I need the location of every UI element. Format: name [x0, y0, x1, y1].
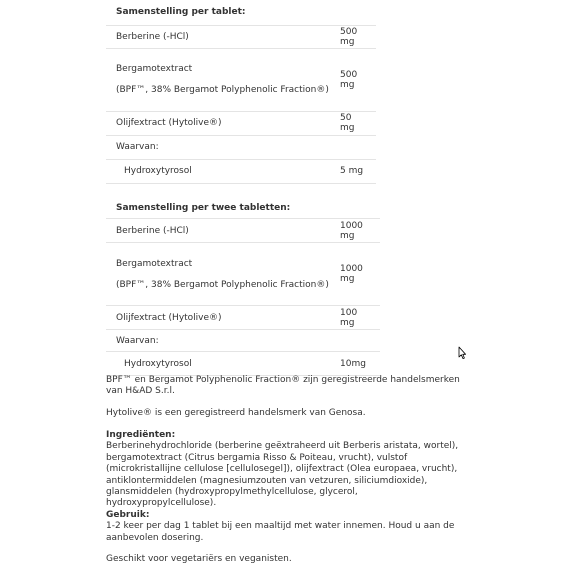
ingredient-name: Waarvan:: [106, 330, 340, 352]
composition-table-per-two-tablets: [106, 199, 380, 377]
ingredient-amount: 50 mg: [340, 111, 376, 135]
ingredients-text: Berberinehydrochloride (berberine geëxtraheerd uit Berberis aristata, wortel), bergamotextract (Citrus bergamia Risso & Poiteau, vrucht), vulstof (microkristallijne cellulose [cellulosegel]), olijfextract (Olea europaea, vrucht), antiklontermiddelen (magnesiumzouten van vetzuren, siliciumdioxide), glansmiddelen (hydroxypropylmethylcellulose, glycerol, hydroxypropylcellulose).: [106, 441, 459, 509]
ingredient-amount: [340, 135, 376, 159]
ingredient-subname: (BPF™, 38% Bergamot Polyphenolic Fraction®): [116, 279, 329, 290]
table-row: [106, 219, 380, 243]
ingredient-amount: 500 mg: [340, 25, 376, 48]
mouse-cursor-icon: [458, 346, 466, 360]
ingredients-section: [106, 430, 466, 510]
table-row: [106, 243, 380, 306]
ingredient-subname: (BPF™, 38% Bergamot Polyphenolic Fraction®): [116, 85, 329, 95]
ingredient-name: Berberine (-HCl): [106, 25, 340, 48]
composition-table-per-tablet: [106, 0, 376, 184]
table-row: [106, 352, 380, 376]
trademark-note-hytolive: Hytolive® is een geregistreerd handelsmerk van Genosa.: [106, 408, 366, 418]
suitability-note: Geschikt voor vegetariërs en veganisten.: [106, 554, 292, 564]
table-heading: Samenstelling per twee tabletten:: [106, 199, 380, 219]
ingredient-name: Waarvan:: [106, 135, 340, 159]
ingredient-amount: 1000 mg: [340, 243, 380, 306]
composition-tables: [106, 0, 466, 376]
ingredient-amount: 1000 mg: [340, 219, 380, 243]
ingredient-name: Berberine (-HCl): [106, 219, 340, 243]
usage-section: [106, 510, 466, 544]
table-row: [106, 48, 376, 111]
ingredient-amount: 500 mg: [340, 48, 376, 111]
usage-text: 1-2 keer per dag 1 tablet bij een maaltijd met water innemen. Houd u aan de aanbevolen dosering.: [106, 521, 455, 543]
ingredients-heading: Ingrediënten:: [106, 430, 176, 440]
ingredient-amount: 100 mg: [340, 306, 380, 330]
ingredient-name: Hydroxytyrosol: [106, 352, 340, 376]
table-row: [106, 111, 376, 135]
table-heading: Samenstelling per tablet:: [106, 0, 376, 25]
ingredient-amount: 5 mg: [340, 159, 376, 183]
table-row: [106, 159, 376, 183]
table-row: [106, 306, 380, 330]
ingredient-name: Olijfextract (Hytolive®): [106, 111, 340, 135]
ingredient-name: Hydroxytyrosol: [106, 159, 340, 183]
usage-heading: Gebruik:: [106, 510, 150, 520]
ingredient-name: Olijfextract (Hytolive®): [106, 306, 340, 330]
table-row: [106, 330, 380, 352]
ingredient-name: Bergamotextract: [116, 64, 193, 74]
table-row: [106, 25, 376, 48]
ingredient-amount: 10mg: [340, 352, 380, 376]
ingredient-name: Bergamotextract: [116, 258, 193, 269]
trademark-note-bpf: BPF™ en Bergamot Polyphenolic Fraction® zijn geregistreerde handelsmerken van H&AD S.r.l.: [106, 375, 460, 397]
ingredient-amount: [340, 330, 380, 352]
table-row: [106, 135, 376, 159]
